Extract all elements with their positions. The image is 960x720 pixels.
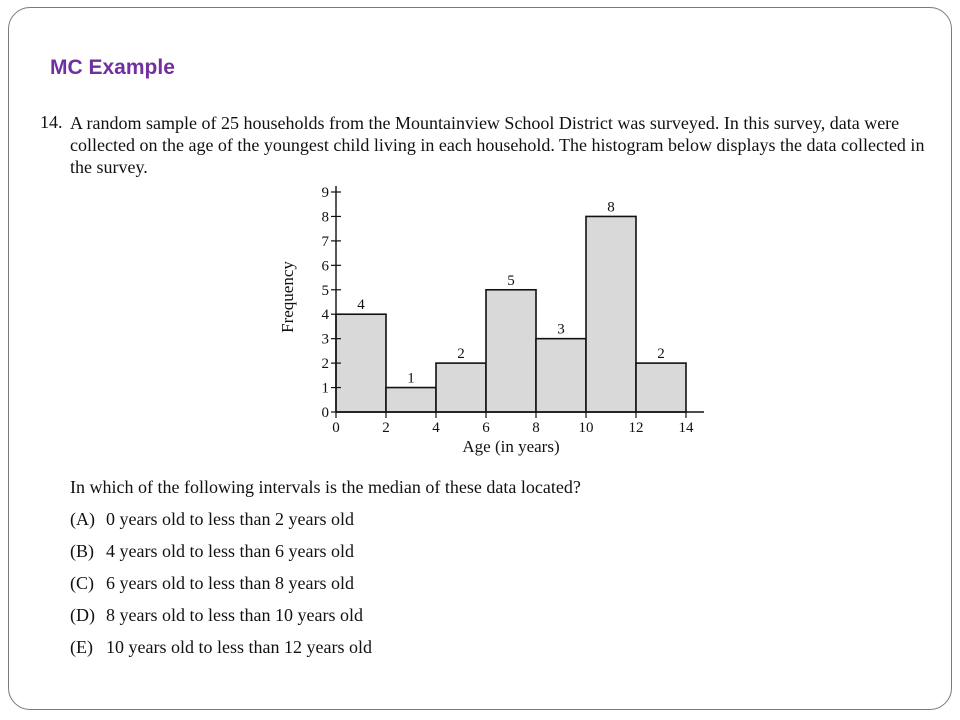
- y-tick-label: 1: [321, 380, 329, 397]
- y-tick-label: 3: [321, 331, 329, 348]
- choice-letter: (E): [70, 637, 93, 657]
- x-tick-label: 0: [332, 420, 340, 436]
- choice-d[interactable]: [70, 605, 363, 626]
- y-tick-label: 8: [321, 209, 329, 226]
- x-tick-label: 12: [628, 420, 644, 436]
- histogram-bar: [586, 216, 636, 412]
- y-tick-label: 2: [321, 356, 329, 373]
- y-tick-label: 4: [321, 307, 329, 324]
- histogram-chart: [270, 180, 720, 460]
- x-axis-label: Age (in years): [462, 437, 560, 456]
- choice-letter: (D): [70, 605, 95, 625]
- y-tick-label: 9: [321, 185, 329, 201]
- question-ask: In which of the following intervals is the median of these data located?: [70, 477, 581, 497]
- histogram-bar: [636, 363, 686, 412]
- bar-data-label: 8: [607, 199, 615, 216]
- bar-data-label: 5: [507, 272, 515, 289]
- slide-title: MC Example: [50, 56, 175, 79]
- choice-text: 6 years old to less than 8 years old: [106, 573, 354, 593]
- x-tick-label: 14: [678, 420, 694, 436]
- choice-text: 0 years old to less than 2 years old: [106, 509, 354, 529]
- choice-letter: (B): [70, 541, 94, 561]
- choice-letter: (A): [70, 509, 95, 529]
- histogram-bar: [336, 314, 386, 412]
- x-tick-label: 10: [578, 420, 594, 436]
- x-tick-label: 2: [382, 420, 390, 436]
- choice-c[interactable]: [70, 573, 354, 594]
- x-tick-label: 8: [532, 420, 540, 436]
- choice-text: 4 years old to less than 6 years old: [106, 541, 354, 561]
- y-tick-label: 0: [321, 405, 329, 421]
- choice-text: 8 years old to less than 10 years old: [106, 605, 363, 625]
- histogram-bar: [536, 339, 586, 412]
- x-tick-label: 6: [482, 420, 490, 436]
- histogram-bar: [436, 363, 486, 412]
- y-tick-label: 6: [321, 258, 329, 275]
- bar-data-label: 4: [357, 297, 365, 314]
- histogram-bar: [386, 388, 436, 412]
- x-tick-label: 4: [432, 420, 440, 436]
- choice-text: 10 years old to less than 12 years old: [106, 637, 372, 657]
- y-tick-label: 5: [321, 282, 329, 299]
- bar-data-label: 2: [657, 346, 665, 363]
- choice-e[interactable]: [70, 637, 372, 658]
- question-number: 14.: [40, 112, 63, 132]
- histogram-bar: [486, 290, 536, 412]
- question-prompt: A random sample of 25 households from the Mountainview School District was surveyed. In this survey, data were collected on the age of the youngest child living in each household. The histogram below displays the data collected in the survey.: [70, 113, 925, 177]
- choice-b[interactable]: [70, 541, 354, 562]
- bar-data-label: 1: [407, 370, 415, 387]
- choice-a[interactable]: [70, 509, 354, 530]
- bar-data-label: 2: [457, 346, 465, 363]
- choice-letter: (C): [70, 573, 94, 593]
- bar-data-label: 3: [557, 321, 565, 338]
- y-axis-label: Frequency: [278, 261, 297, 333]
- y-tick-label: 7: [321, 233, 329, 250]
